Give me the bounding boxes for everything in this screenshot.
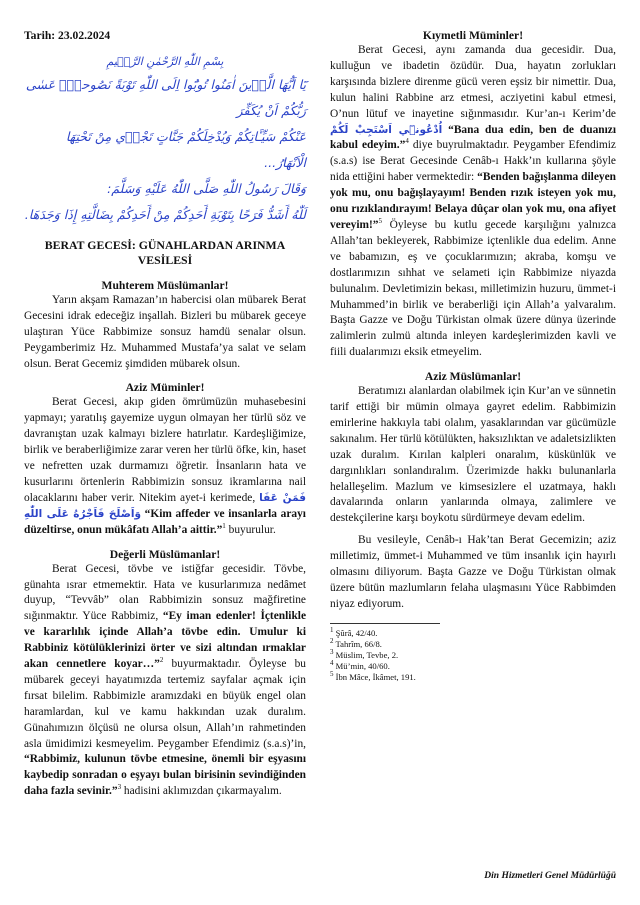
footnote-ref: 4 xyxy=(405,137,409,146)
footnote-number: 4 xyxy=(330,658,334,667)
footnote-number: 3 xyxy=(330,647,334,656)
quote: “Bana dua edin, ben de duanızı kabul edeyim.” xyxy=(330,123,616,152)
left-column xyxy=(24,28,306,800)
paragraph-text: diye buyrulmaktadır. Peygamber Efendimiz (s.a.s) ise Berat Gecesinde Cenâb-ı Hakk’ın kullarına şöyle nida ettiğini haber vermektedir: xyxy=(330,139,616,184)
paragraph xyxy=(330,43,616,361)
paragraph-text: hadisini aklımızdan çıkarmayalım. xyxy=(121,785,282,798)
footnote-text: Müslim, Tevbe, 2. xyxy=(333,649,399,660)
quote: “Rabbimiz, kulunun tövbe etmesine, önemli bir eşyasını kaybedip sonradan o eşyayı bulan birisinin sevindiğinden daha fazla sevinir.” xyxy=(24,753,306,798)
footnote-ref: 5 xyxy=(378,217,382,226)
footnote-ref: 1 xyxy=(222,521,226,530)
verse-line-2: عَنْكُمْ سَيِّـَٔاتِكُمْ وَيُدْخِلَكُمْ جَنَّاتٍ تَجْر۪ي مِنْ تَحْتِهَا الْاَنْهَارُ... xyxy=(65,128,306,170)
paragraph: Yarın akşam Ramazan’ın habercisi olan mübarek Berat Gecesini idrak edeceğiz inşallah. Bizleri bu mübarek geceye ulaştıran Yüce Rabbimize sonsuz hamdü senalar olsun. Peygamberimiz Hz. Muhammed Mustafa’ya salat ve selam olsun. Berat Gecemiz şimdiden mübarek olsun. xyxy=(24,293,306,370)
footnote-list xyxy=(330,625,616,683)
footnote-text: Mü’min, 40/60. xyxy=(333,660,390,671)
footnote-ref: 2 xyxy=(159,656,164,665)
section-heading: Aziz Müminler! xyxy=(125,381,205,395)
hadith-line: لَلّٰهُ أَشَدُّ فَرَحًا بِتَوْبَةِ أَحَدِكُمْ مِنْ أَحَدِكُمْ بِضَالَّتِهِ إِذَا وَجَدَهَا. xyxy=(24,206,306,222)
paragraph-text: buyurmaktadır. Öyleyse bu mübarek geceyi hayatımızda tertemiz sayfalar açmak için fırsat bilelim. Rabbimizle aramızdaki en büyük engel olan haramlardan, kul ve kamu hakkından uzak duralım. Günahımızın ölçüsü ne olursa olsun, Allah’ın rahmetinden asla ümidimizi kesmeyelim. Peygamber Efendimiz (s.a.s)’in, xyxy=(24,658,306,750)
quote: “Kim affeder ve insanlarla arayı düzeltirse, onun mükâfatı Allah’a aittir.” xyxy=(24,507,306,536)
section-heading: Aziz Müslümanlar! xyxy=(424,370,522,384)
footnote-item xyxy=(330,625,616,639)
verse-line-1: يَٓا اَيُّهَا الَّذ۪ينَ اٰمَنُوا تُوبُٓوا اِلَى اللّٰهِ تَوْبَةً نَصُوحاًۜ عَسٰى رَبُّكُمْ اَنْ يُكَفِّرَ xyxy=(25,76,306,118)
footnote-divider xyxy=(330,623,440,624)
footnote-item xyxy=(330,669,616,683)
right-column xyxy=(330,28,616,683)
date-label: Tarih: 23.02.2024 xyxy=(24,29,111,42)
footnote-item xyxy=(330,636,616,650)
arabic-header xyxy=(24,52,306,228)
footnote-ref: 3 xyxy=(117,783,122,792)
sermon-title: BERAT GECESİ: GÜNAHLARDAN ARINMA VESİLESİ xyxy=(44,237,286,267)
footnote-text: İbn Mâce, İkâmet, 191. xyxy=(333,671,416,682)
paragraph-text: Öyleyse bu kutlu gecede karşılığını yalnızca Allah’tan bekleyerek, Rabbimize içtenlikle dua edelim. Anne ve babamızın, eş ve çocuklarımızın; akraba, komşu ve dostlarımızın sıhhat ve selameti için Rabbimize niyazda bulunalım. Devletimizin bekası, milletimizin huzuru, ümmet-i Muhammed’in birlik ve beraberliği için Allah’a yalvaralım. Başta Gazze ve Doğu Türkistan olmak üzere dünya üzerinde zalimlerin zulmü altında inleyen kardeşlerimizden kavli ve fiili dualarımızı eksik etmeyelim. xyxy=(330,218,616,359)
footnote-item xyxy=(330,658,616,672)
section-heading: Muhterem Müslümanlar! xyxy=(101,278,229,292)
section-heading: Değerli Müslümanlar! xyxy=(109,547,221,561)
inline-arabic-verse: فَمَنْ عَفَا وَاَصْلَحَ فَاَجْرُهُ عَلَى اللّٰهِ xyxy=(24,491,306,520)
footnote-number: 1 xyxy=(330,625,334,634)
paragraph-text: buyurulur. xyxy=(225,523,276,536)
paragraph: Bu vesileyle, Cenâb-ı Hak’tan Berat Gecemizin; aziz milletimiz, ümmet-i Muhammed ve tüm insanlık için hayırlı olmasını diliyorum. Başta Gazze ve Doğu Türkistan olmak üzere bütün mazlumların felaha ulaşmasını Yüce Rabbimden niyaz ediyorum. xyxy=(330,534,616,610)
footnote-number: 2 xyxy=(330,636,334,645)
signature: Din Hizmetleri Genel Müdürlüğü xyxy=(484,871,616,881)
basmala: بِسْمِ اللّٰهِ الرَّحْمٰنِ الرَّح۪يمِ xyxy=(106,54,224,68)
footnote-number: 5 xyxy=(330,669,334,678)
quote: “Benden bağışlanma dileyen yok mu, onu bağışlayayım! Benden rızık isteyen yok mu, onu rızıklandırayım! Belaya dûçar olan yok mu, ona afiyet vereyim!” xyxy=(330,171,616,231)
inline-arabic-verse: اُدْعُون۪ٓي اَسْتَجِبْ لَكُمْ xyxy=(330,123,443,136)
paragraph xyxy=(24,562,306,801)
paragraph: Beratımızı alanlardan olabilmek için Kur’an ve sünnetin tarif ettiği bir mümin olmaya gayret edelim. Rabbimizin emirlerine hakkıyla tabi olalım, yasaklarından var gücümüzle sakınalım. Her türlü kötülükten, haksızlıktan ve adaletsizlikten uzak duralım. Kırılan kalpleri onaralım, küskünlük ve dargınlıkları sonlandıralım. Üzerimizde hakkı bulunanlarla helalleşelim. Mazlum ve kimsesizlere el uzatmaya, haklı davalarında onların yanlarında olmaya, zalimlere ve destekçilerine karşı boykotu sürdürmeye devam edelim. xyxy=(330,385,616,525)
footnote-item xyxy=(330,647,616,661)
footnote-text: Şûrâ, 42/40. xyxy=(333,627,378,638)
footnote-text: Tahrîm, 66/8. xyxy=(333,638,382,649)
paragraph xyxy=(24,395,306,538)
hadith-intro: وَقَالَ رَسُولُ اللّٰهِ صَلَّى اللّٰهُ عَلَيْهِ وَسَلَّمَ: xyxy=(107,180,306,196)
paragraph-text: Berat Gecesi, aynı zamanda dua gecesidir. Dua, kulluğun ve ibadetin özüdür. Dua, hayatın zorlukları karşısında bizlere direnme gücü veren eşsiz bir nimettir. Dua, kulun halini Rabbine arz etmesi, acziyetini kabul etmesi, O’nun lütuf ve inayetine sığınmasıdır. Kur’an-ı Kerim’de xyxy=(330,44,616,120)
section-heading: Kıymetli Müminler! xyxy=(422,29,524,42)
paragraph-text: Berat Gecesi, akıp giden ömrümüzün muhasebesini yapmayı; yaratılış gayemize uygun olmayan her türlü söz ve davranıştan uzak kalmayı bizlere hatırlatır. Kardeşliğimize, birlik ve beraberliğimize zarar veren her türlü öfke, kin, haset ve nefretten uzak durmamızı öğretir. İnsanların hata ve kusurlarını örtenlerin Rabbimizin sonsuz ikramlarına nail olacaklarını haber verir. Nitekim ayet-i kerimede, xyxy=(24,396,306,504)
paragraph-text: Berat Gecesi, tövbe ve istiğfar gecesidir. Tövbe, günahta ısrar etmemektir. Hata ve kusurlarımıza nedâmet duyup, “Tevvâb” olan Rabbimizin sonsuz mağfiretine sığınmaktır. Yüce Rabbimiz, xyxy=(24,562,306,623)
quote: “Ey iman edenler! İçtenlikle ve kararlılık içinde Allah’a tövbe edin. Umulur ki Rabbiniz kötülüklerinizi örter ve sizi altından ırmaklar akan cennetlere koyar…” xyxy=(24,610,306,671)
